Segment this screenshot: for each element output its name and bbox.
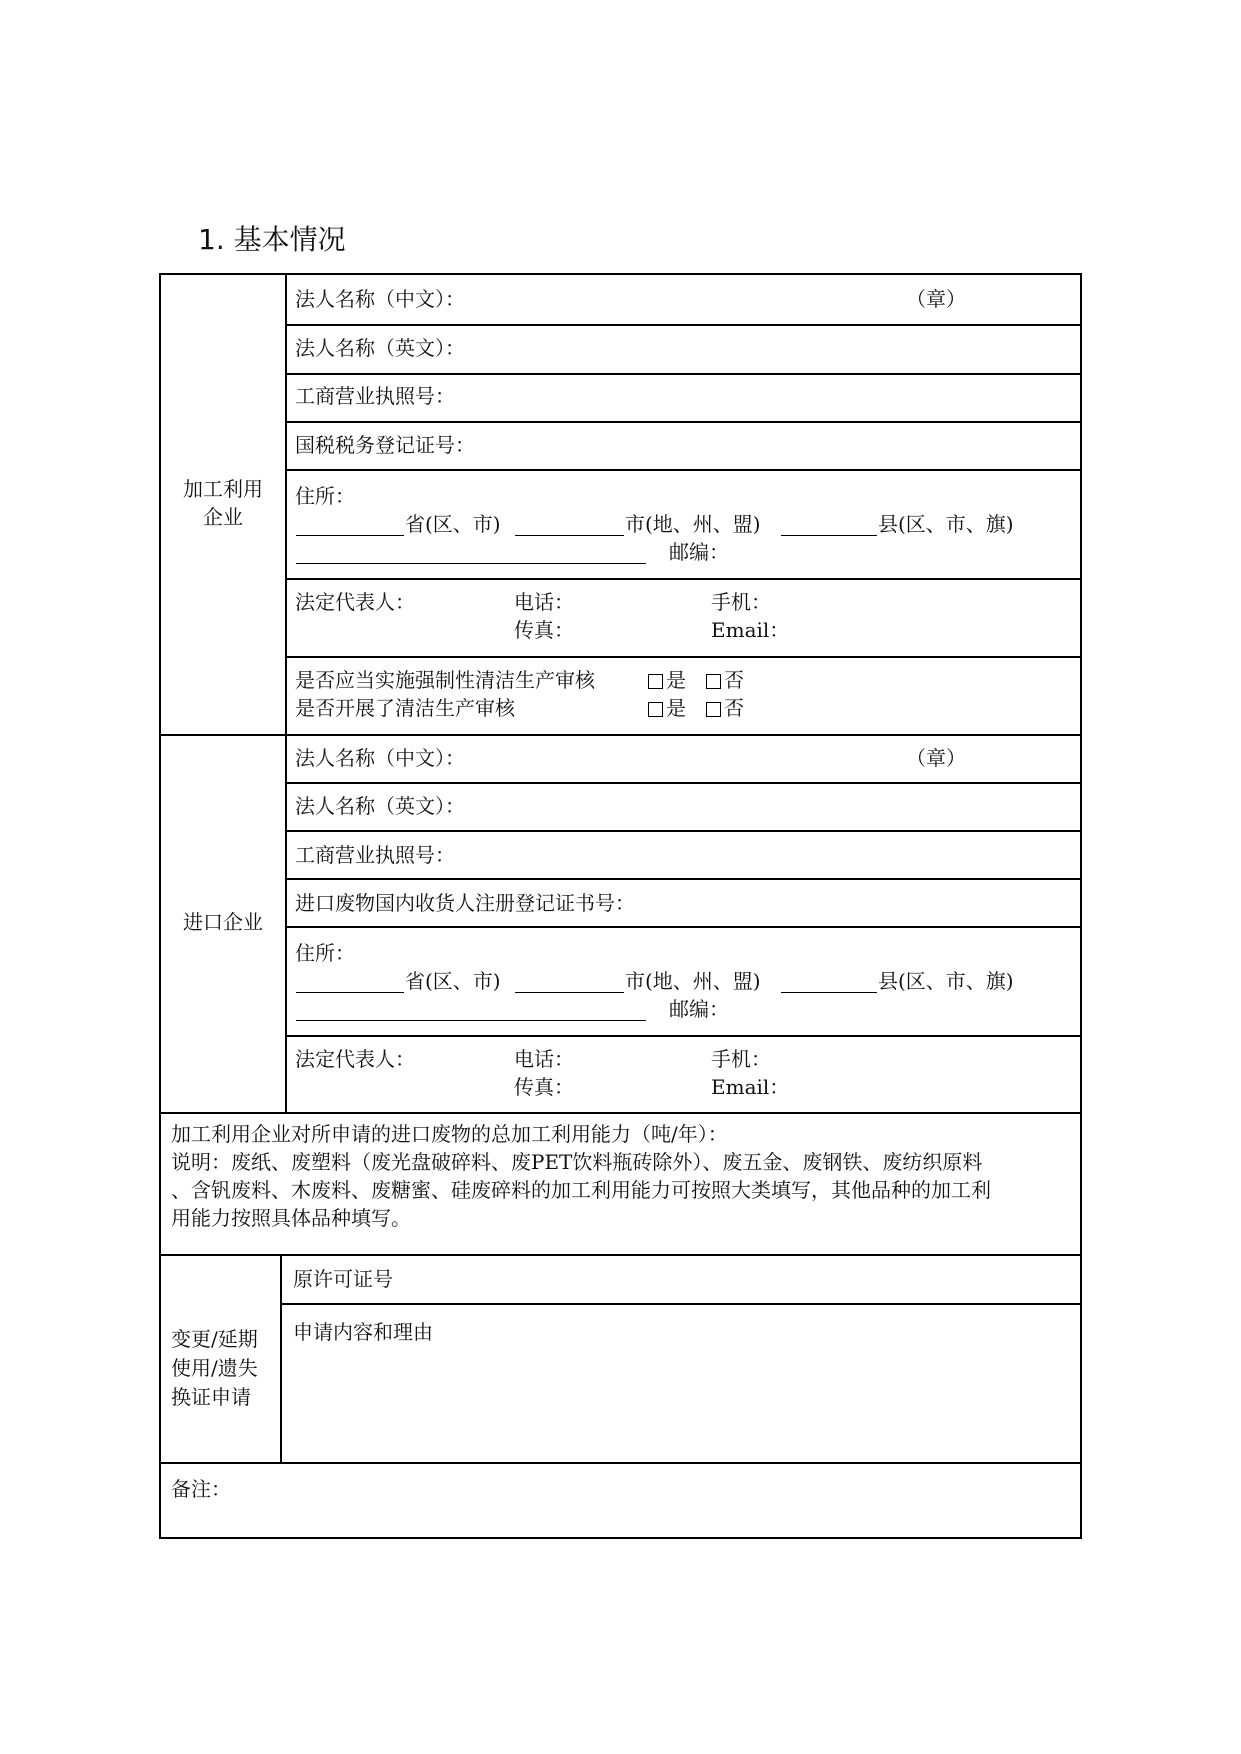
original-permit-label: 原许可证号 [293,1267,393,1291]
importer-phone-label: 电话： [514,1047,574,1071]
row-divider [287,469,1082,471]
row-divider [287,421,1082,423]
audit-done-no-option[interactable] [706,694,744,722]
capacity-note-line1: 说明：废纸、废塑料（废光盘破碎料、废PET饮料瓶砖除外）、废五金、废钢铁、废纺织原料 [171,1150,983,1174]
processor-province-label: 省(区、市) [405,512,501,536]
capacity-note-line2: 、含钒废料、木废料、废糖蜜、硅废碎料的加工利用能力可按照大类填写，其他品种的加工利 [171,1178,991,1202]
processor-city-blank[interactable] [515,535,624,536]
checkbox-icon[interactable] [648,702,663,717]
yes-label: 是 [666,696,686,720]
processor-tax-reg-label: 国税税务登记证号： [295,433,475,457]
importer-county-blank[interactable] [781,992,877,993]
row-divider [287,373,1082,375]
checkbox-icon[interactable] [648,674,663,689]
importer-email-label: Email： [711,1075,790,1099]
processor-address-label: 住所： [295,484,355,508]
processor-seal-label: （章） [906,287,966,311]
audit-mandatory-question: 是否应当实施强制性清洁生产审核 [295,668,595,692]
row-divider [287,782,1082,784]
processor-mobile-label: 手机： [711,590,771,614]
row-divider [287,656,1082,658]
processor-side-label-line1: 加工利用 [183,477,263,501]
processor-postcode-label: 邮编： [669,540,729,564]
processor-province-blank[interactable] [296,535,404,536]
no-label: 否 [724,668,744,692]
processor-name-en-label: 法人名称（英文）： [295,336,465,360]
importer-license-label: 工商营业执照号： [295,843,455,867]
audit-mandatory-no-option[interactable] [706,666,744,694]
application-form-table [159,273,1082,1539]
importer-mobile-label: 手机： [711,1047,771,1071]
column-divider [285,275,287,1113]
row-divider [287,830,1082,832]
importer-consignee-reg-label: 进口废物国内收货人注册登记证书号： [295,891,635,915]
row-divider [287,1035,1082,1037]
capacity-title: 加工利用企业对所申请的进口废物的总加工利用能力（吨/年）： [171,1122,728,1146]
importer-side-label: 进口企业 [183,910,263,934]
processor-email-label: Email： [711,618,790,642]
row-divider [287,878,1082,880]
change-side-label-line1: 变更/延期 [171,1327,258,1351]
row-divider [282,1303,1082,1305]
importer-city-label: 市(地、州、盟) [625,969,761,993]
row-divider [287,324,1082,326]
section-divider [161,734,1082,736]
processor-name-cn-label: 法人名称（中文）： [295,287,465,311]
processor-legal-rep-label: 法定代表人： [295,590,415,614]
importer-street-blank[interactable] [296,1020,646,1021]
change-side-label-line3: 换证申请 [171,1385,251,1409]
yes-label: 是 [666,668,686,692]
row-divider [287,926,1082,928]
processor-side-label [161,475,285,531]
checkbox-icon[interactable] [706,702,721,717]
importer-seal-label: （章） [906,746,966,770]
row-divider [287,578,1082,580]
capacity-note-line3: 用能力按照具体品种填写。 [171,1206,411,1230]
importer-county-label: 县(区、市、旗) [878,969,1014,993]
content-reason-label: 申请内容和理由 [293,1320,433,1344]
importer-name-cn-label: 法人名称（中文）： [295,746,465,770]
importer-address-label: 住所： [295,941,355,965]
section-heading: 1. 基本情况 [198,223,346,256]
importer-province-blank[interactable] [296,992,404,993]
checkbox-icon[interactable] [706,674,721,689]
section-divider [161,1112,1082,1114]
processor-license-label: 工商营业执照号： [295,384,455,408]
processor-county-blank[interactable] [781,535,877,536]
audit-mandatory-yes-option[interactable] [648,666,686,694]
remarks-label: 备注： [171,1477,231,1501]
audit-done-question: 是否开展了清洁生产审核 [295,696,515,720]
processor-county-label: 县(区、市、旗) [878,512,1014,536]
audit-done-yes-option[interactable] [648,694,686,722]
change-side-label [171,1325,258,1412]
processor-phone-label: 电话： [514,590,574,614]
no-label: 否 [724,696,744,720]
processor-fax-label: 传真： [514,618,574,642]
section-divider [161,1254,1082,1256]
importer-fax-label: 传真： [514,1075,574,1099]
change-side-label-line2: 使用/遗失 [171,1356,258,1380]
importer-city-blank[interactable] [515,992,624,993]
importer-name-en-label: 法人名称（英文）： [295,794,465,818]
processor-side-label-line2: 企业 [203,505,243,529]
column-divider [280,1254,282,1463]
section-divider [161,1462,1082,1464]
importer-province-label: 省(区、市) [405,969,501,993]
importer-legal-rep-label: 法定代表人： [295,1047,415,1071]
importer-postcode-label: 邮编： [669,997,729,1021]
processor-street-blank[interactable] [296,563,646,564]
processor-city-label: 市(地、州、盟) [625,512,761,536]
